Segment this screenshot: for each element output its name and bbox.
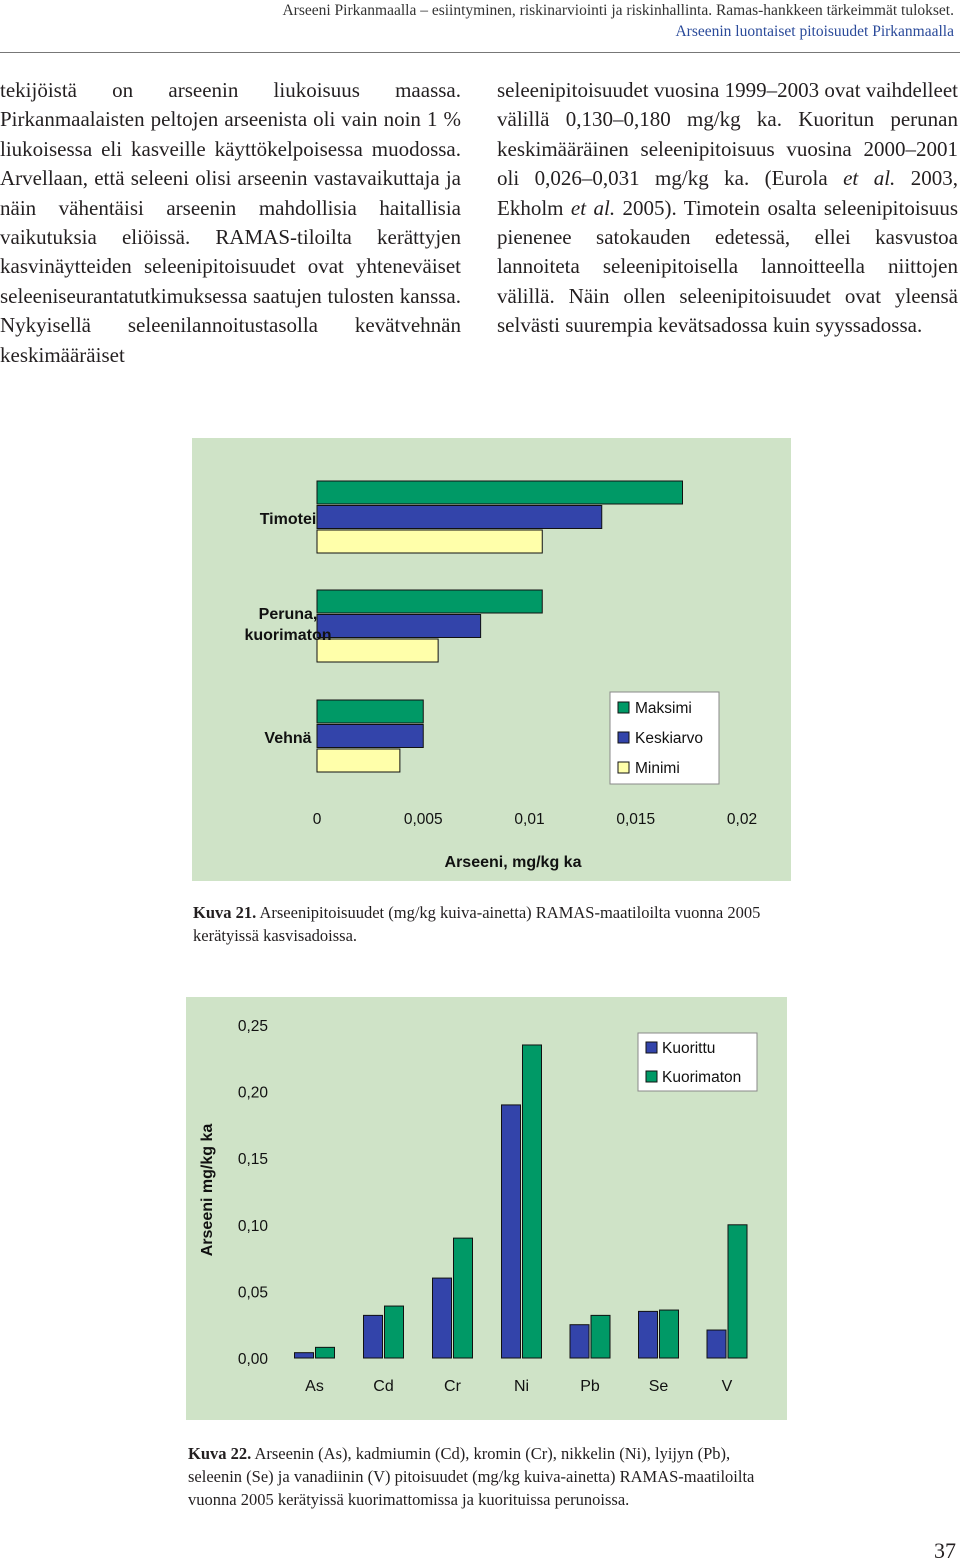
page-number: 37 (934, 1538, 956, 1563)
bar-se-kuorimaton (660, 1310, 679, 1358)
bar-se-kuorittu (639, 1311, 658, 1358)
figure-22-caption: Kuva 22. Arseenin (As), kadmiumin (Cd), kromin (Cr), nikkelin (Ni), lyijyn (Pb), seleenin (Se) ja vanadiinin (V) pitoisuudet (mg/kg kuiva-ainetta) RAMAS-maatiloilta vuonna 2005 kerätyissä kuorimattomissa ja kuorituissa perunoissa. (188, 1444, 755, 1509)
body-paragraph-left: tekijöistä on arseenin liukoisuus maassa. Pirkanmaalaisten peltojen arseenista oli vain noin 1 % liukoisessa eli kasveille käyttökelpoisessa muodossa. Arvellaan, että seleeni olisi arseenin vastavaikuttaja ja näin vähentäisi arseenin mahdollisia haitallisia vaikutuksia eliöissä. RAMAS-tiloilta kerättyjen kasvinäytteiden seleenipitoisuudet ovat yhteneväiset seleeniseurantatutkimuksessa saatujen tulosten kanssa. Nykyisellä seleenilannoitustasolla kevätvehnän keskimääräiset (0, 78, 461, 367)
bar-ni-kuorimaton (523, 1045, 542, 1358)
figure-21-svg (192, 438, 791, 881)
x-tick-label-ni: Ni (513, 1378, 530, 1395)
legend-label-minimi: Minimi (635, 760, 680, 777)
legend-swatch-kuorimaton (646, 1071, 657, 1082)
bar-peruna-kuorimaton-maksimi (317, 590, 542, 613)
legend-swatch-minimi (618, 762, 629, 773)
bar-as-kuorittu (295, 1353, 314, 1358)
x-tick-label: 0,02 (726, 811, 758, 828)
bar-v-kuorittu (707, 1330, 726, 1358)
x-tick-label-as: As (305, 1378, 324, 1395)
figure-21-caption: Kuva 21. Arseenipitoisuudet (mg/kg kuiva-ainetta) RAMAS-maatiloilta vuonna 2005 kerätyissä kasvisadoissa. (193, 903, 761, 945)
category-label-vehna: Vehnä (264, 730, 312, 747)
x-axis-label: Arseeni, mg/kg ka (444, 854, 582, 871)
body-paragraph-right: seleenipitoisuudet vuosina 1999–2003 ovat vaihdelleet välillä 0,130–0,180 mg/kg ka. Kuoritun perunan keskimääräinen seleenipitoisuus vuosina 2000–2001 oli 0,026–0,031 mg/kg ka. (Eurola et al. 2003, Ekholm et al. 2005). Timotein osalta seleenipitoisuus pienenee satokauden edetessä, ellei kasvustoa lannoiteta seleenipitoisella lannoitteella niittojen välillä. Näin ollen seleenipitoisuudet ovat yleensä selvästi suurempia kevätsadossa kuin syyssadossa. (497, 78, 959, 338)
bar-pb-kuorittu (570, 1325, 589, 1358)
category-label-peruna-kuorimaton-1: Peruna, (258, 606, 318, 623)
x-tick-label: 0,015 (616, 811, 656, 828)
x-tick-label-se: Se (648, 1378, 669, 1395)
header-rule (0, 52, 960, 53)
bar-timotei-keskiarvo (317, 506, 602, 529)
category-label-peruna-kuorimaton-2: kuorimaton (244, 627, 332, 644)
bar-timotei-maksimi (317, 481, 683, 504)
legend-label-maksimi: Maksimi (635, 700, 692, 717)
bar-vehna-maksimi (317, 700, 423, 723)
legend-label-kuorimaton: Kuorimaton (662, 1069, 742, 1086)
body-column-left (0, 76, 461, 370)
x-tick-label: 0,01 (514, 811, 545, 828)
figure-21-chart (192, 438, 791, 881)
x-tick-label: 0,005 (403, 811, 443, 828)
category-label-timotei: Timotei (259, 511, 317, 528)
legend-swatch-maksimi (618, 702, 629, 713)
legend-swatch-kuorittu (646, 1042, 657, 1053)
bar-vehna-keskiarvo (317, 725, 423, 748)
bar-timotei-minimi (317, 530, 542, 553)
y-tick-label: 0,25 (237, 1018, 268, 1035)
header-line-2: Arseenin luontaiset pitoisuudet Pirkanmaalla (675, 23, 954, 40)
figure-22-chart (186, 997, 787, 1420)
x-tick-label: 0 (312, 811, 322, 828)
bar-cd-kuorittu (364, 1315, 383, 1358)
x-tick-label-cr: Cr (444, 1378, 461, 1395)
legend-swatch-keskiarvo (618, 732, 629, 743)
header-line-1: Arseeni Pirkanmaalla – esiintyminen, riskinarviointi ja riskinhallinta. Ramas-hankkeen tärkeimmät tulokset. (282, 2, 954, 19)
bar-vehna-minimi (317, 749, 400, 772)
legend-label-kuorittu: Kuorittu (662, 1040, 716, 1057)
bar-peruna-kuorimaton-keskiarvo (317, 615, 481, 638)
body-column-right (497, 76, 958, 341)
y-axis-label: Arseeni mg/kg ka (199, 1123, 216, 1257)
y-tick-label: 0,20 (237, 1084, 268, 1102)
x-tick-label-v: V (721, 1378, 733, 1395)
legend-label-keskiarvo: Keskiarvo (635, 730, 704, 747)
y-tick-label: 0,10 (237, 1217, 268, 1235)
x-tick-label-cd: Cd (373, 1378, 394, 1395)
bar-cr-kuorimaton (454, 1238, 473, 1358)
y-tick-label: 0,05 (237, 1284, 268, 1302)
bar-cr-kuorittu (433, 1278, 452, 1358)
bar-as-kuorimaton (316, 1347, 335, 1358)
bar-pb-kuorimaton (591, 1315, 610, 1358)
running-header (282, 0, 954, 42)
bar-v-kuorimaton (728, 1225, 747, 1358)
x-tick-label-pb: Pb (580, 1378, 600, 1395)
bar-cd-kuorimaton (385, 1306, 404, 1358)
bar-peruna-kuorimaton-minimi (317, 639, 438, 662)
figure-22-svg (186, 997, 787, 1420)
y-tick-label: 0,15 (237, 1151, 268, 1169)
y-tick-label: 0,00 (237, 1351, 268, 1368)
bar-ni-kuorittu (502, 1105, 521, 1358)
